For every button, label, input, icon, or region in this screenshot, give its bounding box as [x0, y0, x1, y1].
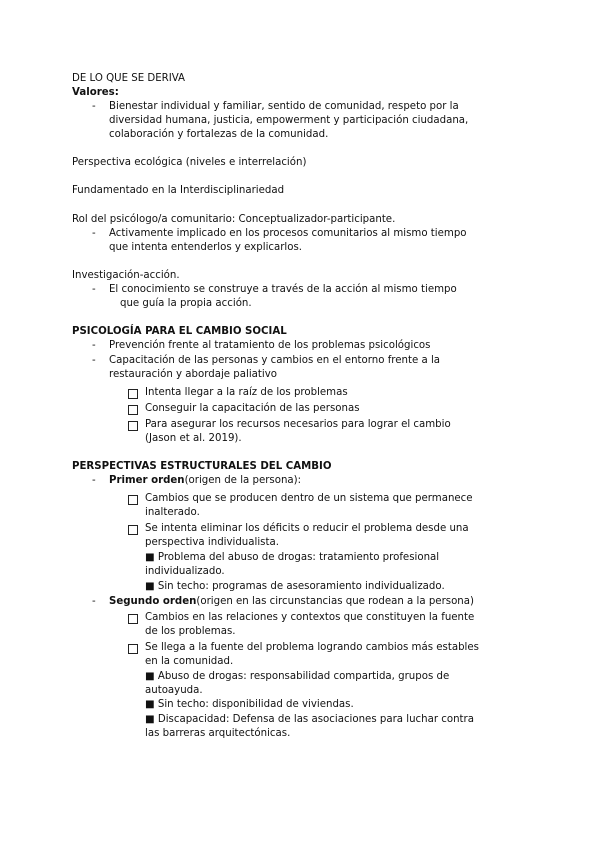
checkbox-icon	[128, 525, 138, 535]
rol-text-2: que intenta entenderlos y explicarlos.	[109, 242, 303, 253]
checkbox-icon	[128, 644, 138, 654]
segundo-example-1a: ■ Abuso de drogas: responsabilidad compartida, grupos de	[145, 671, 450, 682]
segundo-example-3a: ■ Discapacidad: Defensa de las asociaciones para luchar contra	[145, 714, 474, 725]
cambio-sub-3a: Para asegurar los recursos necesarios para lograr el cambio	[145, 419, 451, 430]
primer-example-2: ■ Sin techo: programas de asesoramiento individualizado.	[145, 581, 445, 592]
segundo-example-2: ■ Sin techo: disponibilidad de viviendas.	[145, 699, 354, 710]
valores-line-1: Bienestar individual y familiar, sentido de comunidad, respeto por la	[109, 101, 459, 112]
cambio-sub-3b: (Jason et al. 2019).	[145, 433, 242, 444]
cambio-item-2b: restauración y abordaje paliativo	[109, 369, 277, 380]
bullet-dash: -	[92, 228, 96, 239]
perspectiva-ecologica: Perspectiva ecológica (niveles e interrelación)	[72, 157, 307, 168]
primer-orden-line	[109, 474, 301, 488]
segundo-example-1b: autoayuda.	[145, 685, 203, 696]
bullet-dash: -	[92, 101, 96, 112]
segundo-sub-1a: Cambios en las relaciones y contextos que constituyen la fuente	[145, 612, 475, 623]
segundo-orden-rest: (origen en las circunstancias que rodean a la persona)	[196, 596, 474, 607]
segundo-orden-line	[109, 595, 474, 609]
primer-sub-1b: inalterado.	[145, 507, 200, 518]
rol-text-1: Activamente implicado en los procesos comunitarios al mismo tiempo	[109, 228, 467, 239]
investigacion-text-1: El conocimiento se construye a través de la acción al mismo tiempo	[109, 284, 457, 295]
estructurales-heading: PERSPECTIVAS ESTRUCTURALES DEL CAMBIO	[72, 461, 332, 472]
title: DE LO QUE SE DERIVA	[72, 73, 186, 84]
cambio-social-heading: PSICOLOGÍA PARA EL CAMBIO SOCIAL	[72, 326, 287, 337]
bullet-dash: -	[92, 284, 96, 295]
valores-line-3: colaboración y fortalezas de la comunidad.	[109, 129, 329, 140]
primer-orden-bold: Primer orden	[109, 475, 185, 486]
primer-example-1b: individualizado.	[145, 566, 225, 577]
segundo-example-3b: las barreras arquitectónicas.	[145, 728, 291, 739]
segundo-sub-2b: en la comunidad.	[145, 656, 234, 667]
checkbox-icon	[128, 614, 138, 624]
checkbox-icon	[128, 389, 138, 399]
cambio-sub-2: Conseguir la capacitación de las personas	[145, 403, 360, 414]
interdisciplinariedad: Fundamentado en la Interdisciplinariedad	[72, 185, 285, 196]
rol-line: Rol del psicólogo/a comunitario: Conceptualizador-participante.	[72, 214, 396, 225]
bullet-dash: -	[92, 355, 96, 366]
segundo-sub-2a: Se llega a la fuente del problema logrando cambios más estables	[145, 642, 479, 653]
segundo-sub-1b: de los problemas.	[145, 626, 236, 637]
checkbox-icon	[128, 421, 138, 431]
primer-orden-rest: (origen de la persona):	[184, 475, 302, 486]
valores-label: Valores:	[72, 87, 119, 98]
primer-sub-2b: perspectiva individualista.	[145, 537, 279, 548]
bullet-dash: -	[92, 596, 96, 607]
primer-sub-1a: Cambios que se producen dentro de un sistema que permanece	[145, 493, 473, 504]
primer-example-1a: ■ Problema del abuso de drogas: tratamiento profesional	[145, 552, 440, 563]
cambio-sub-1: Intenta llegar a la raíz de los problemas	[145, 387, 348, 398]
investigacion-line: Investigación-acción.	[72, 270, 180, 281]
bullet-dash: -	[92, 340, 96, 351]
valores-line-2: diversidad humana, justicia, empowerment y participación ciudadana,	[109, 115, 469, 126]
checkbox-icon	[128, 405, 138, 415]
cambio-item-1: Prevención frente al tratamiento de los problemas psicológicos	[109, 340, 431, 351]
bullet-dash: -	[92, 475, 96, 486]
primer-sub-2a: Se intenta eliminar los déficits o reducir el problema desde una	[145, 523, 469, 534]
cambio-item-2a: Capacitación de las personas y cambios en el entorno frente a la	[109, 355, 441, 366]
checkbox-icon	[128, 495, 138, 505]
investigacion-text-2: que guía la propia acción.	[120, 298, 252, 309]
segundo-orden-bold: Segundo orden	[109, 596, 197, 607]
